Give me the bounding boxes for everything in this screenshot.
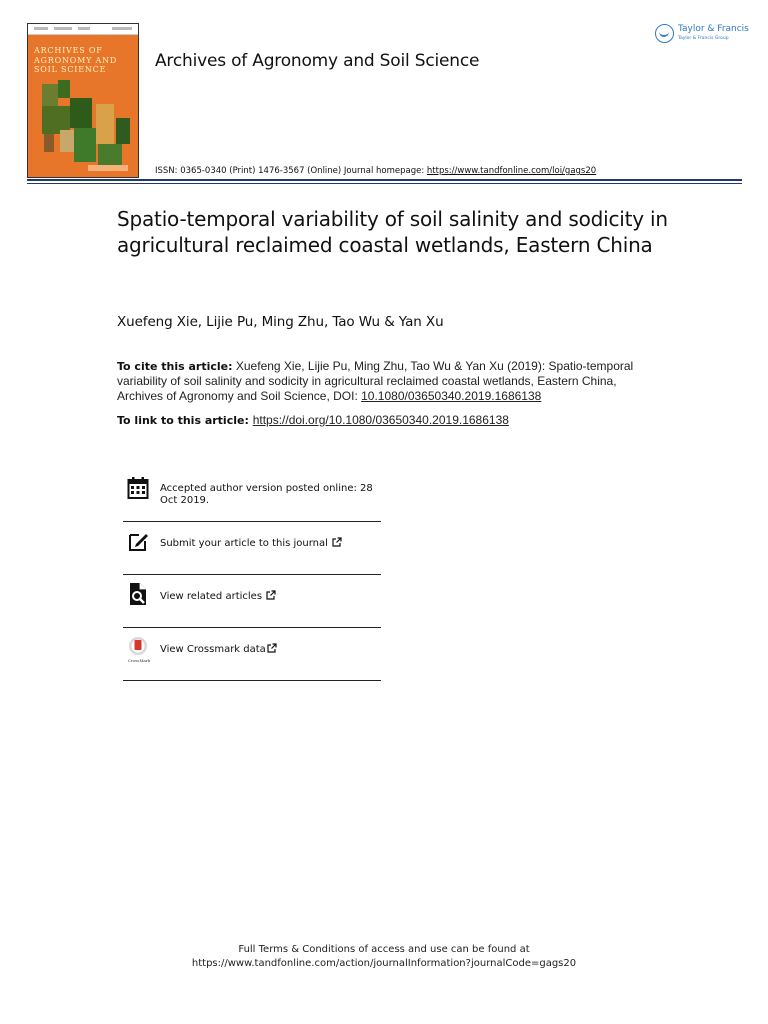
header-rule-thin	[27, 183, 742, 184]
crossmark-label: CrossMark	[127, 658, 151, 663]
journal-cover-image	[27, 23, 139, 178]
submit-article-text: Submit your article to this journal	[160, 538, 328, 549]
related-articles-link[interactable]	[123, 574, 381, 628]
publisher-logo	[655, 22, 747, 46]
crossmark-text: View Crossmark data	[160, 644, 266, 655]
article-link-line	[117, 413, 509, 427]
citation-block	[117, 359, 657, 404]
related-articles-text: View related articles	[160, 591, 263, 602]
issn-line	[155, 166, 596, 176]
link-label: To link to this article:	[117, 414, 253, 427]
cover-footer-mark	[88, 165, 128, 171]
journal-homepage-link[interactable]: https://www.tandfonline.com/loi/gags20	[426, 166, 597, 176]
taylor-francis-logo-icon	[655, 24, 674, 43]
cover-top-strip	[28, 24, 138, 35]
journal-name: Archives of Agronomy and Soil Science	[155, 51, 480, 71]
crossmark-link[interactable]	[123, 627, 381, 681]
calendar-icon	[127, 476, 149, 500]
article-doi-link[interactable]: https://doi.org/10.1080/03650340.2019.1686138	[252, 413, 509, 427]
submit-article-link[interactable]	[123, 521, 381, 575]
external-link-icon	[332, 537, 342, 547]
crossmark-icon	[127, 636, 149, 660]
header-rule-thick	[27, 179, 742, 181]
cover-title: ARCHIVES OF AGRONOMY AND SOIL SCIENCE	[34, 46, 118, 74]
search-document-icon	[127, 582, 149, 606]
terms-footer	[0, 943, 768, 971]
external-link-icon	[266, 590, 276, 600]
edit-icon	[127, 529, 149, 553]
article-authors: Xuefeng Xie, Lijie Pu, Ming Zhu, Tao Wu & Yan Xu	[117, 314, 444, 330]
publisher-group: Taylor & Francis Group	[678, 36, 729, 41]
citation-doi-link[interactable]: 10.1080/03650340.2019.1686138	[361, 389, 542, 403]
accepted-version-text: Accepted author version posted online: 28 Oct 2019.	[160, 483, 373, 506]
citation-label: To cite this article:	[117, 360, 233, 373]
issn-text: ISSN: 0365-0340 (Print) 1476-3567 (Online) Journal homepage:	[155, 166, 427, 176]
terms-footer-url[interactable]: https://www.tandfonline.com/action/journalInformation?journalCode=gags20	[191, 958, 577, 969]
article-title: Spatio-temporal variability of soil salinity and sodicity in agricultural reclaimed coastal wetlands, Eastern China	[117, 207, 668, 257]
terms-footer-line1: Full Terms & Conditions of access and use can be found at	[238, 944, 530, 955]
accepted-version-info	[123, 470, 381, 522]
external-link-icon	[267, 643, 277, 653]
publisher-name: Taylor & Francis	[678, 24, 749, 34]
citation-text: Xuefeng Xie, Lijie Pu, Ming Zhu, Tao Wu & Yan Xu (2019): Spatio-temporal variability of soil salinity and sodicity in agricultural reclaimed coastal wetlands, Eastern China, Archives of Agronomy and Soil Science, DOI:	[117, 359, 634, 403]
